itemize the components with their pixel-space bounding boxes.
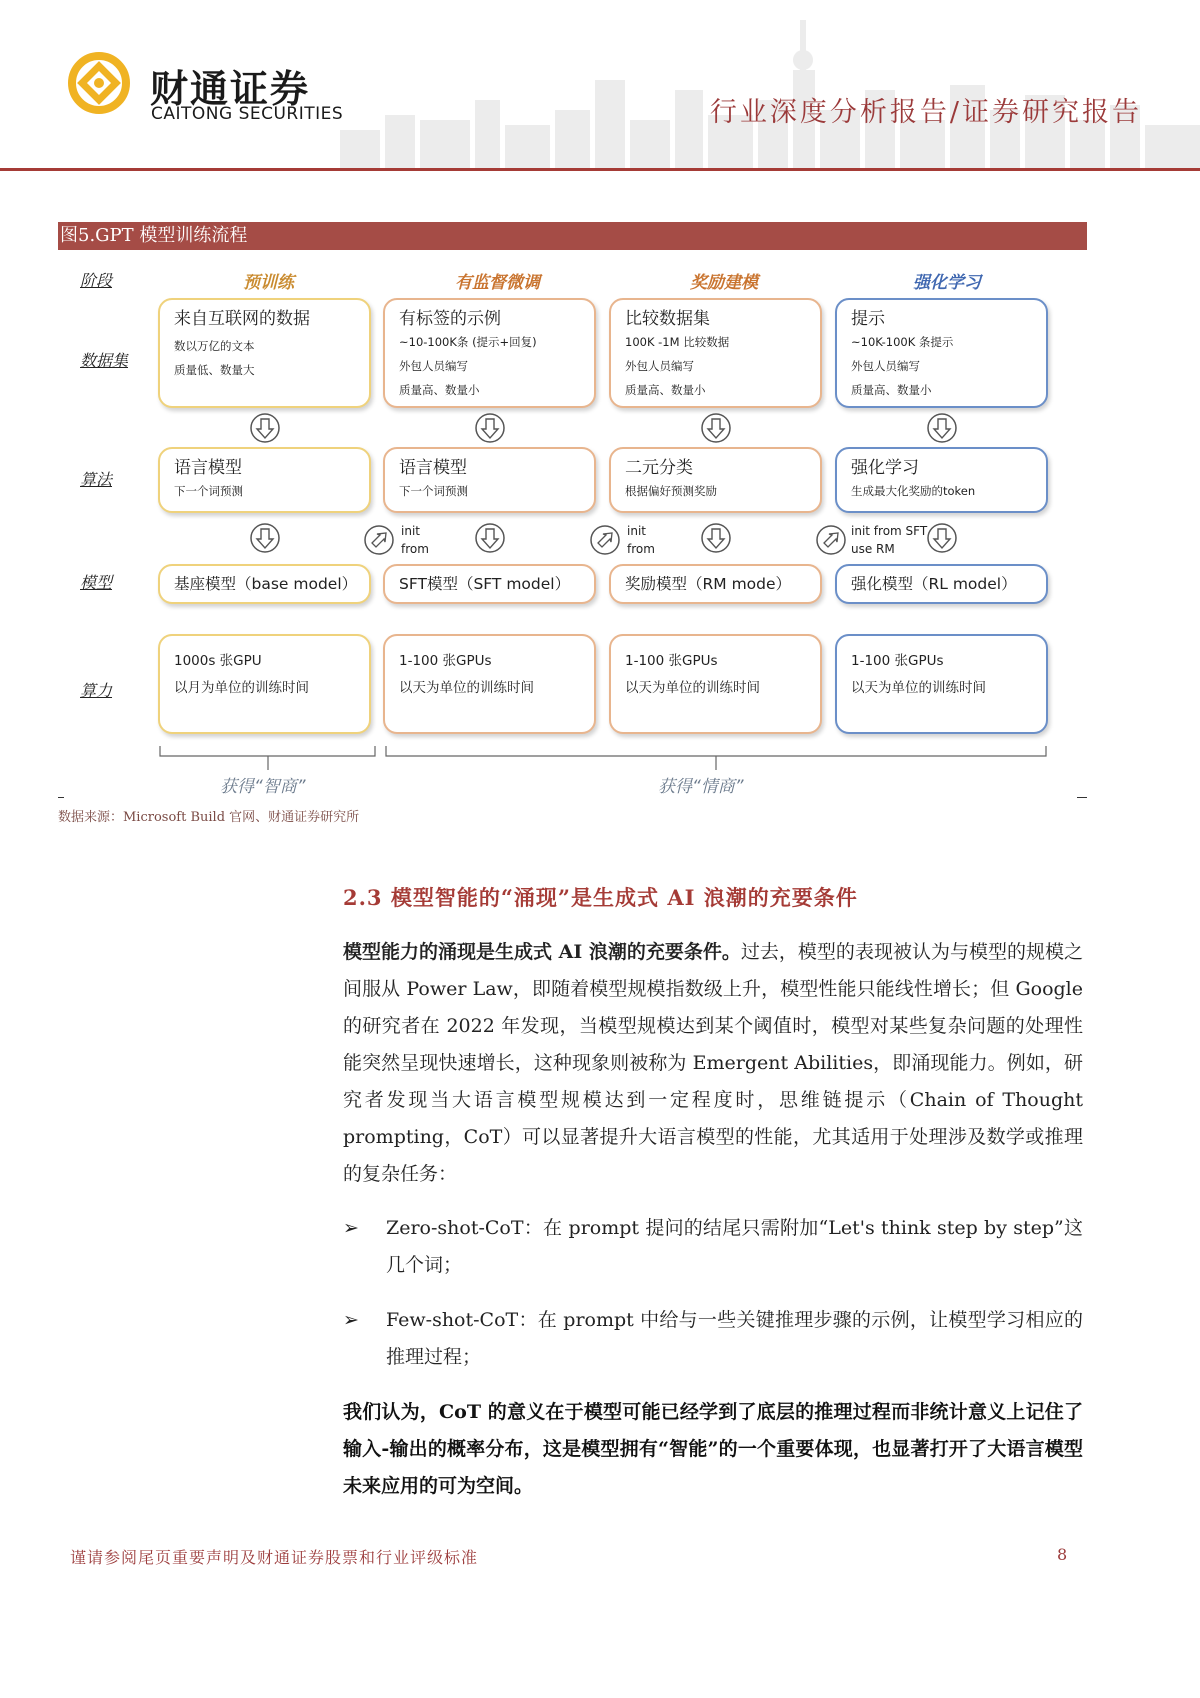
figure-title: 图5.GPT 模型训练流程 — [58, 222, 1086, 250]
logo-english-name: CAITONG SECURITIES — [151, 104, 344, 124]
compute-line: 以月为单位的训练时间 — [174, 680, 309, 696]
paragraph-body: 过去，模型的表现被认为与模型的规模之间服从 Power Law，即随着模型规模指数级上升，模型性能只能线性增长；但 Google 的研究者在 2022 年发现，当模型规模达到某个阈值时，模型对某些复杂问题的处理性能突然呈现快速增长，这种现象则被称为 Emergent Abilities，即涌现能力。例如，研究者发现当大语言模型规模达到一定程度时，思维链提示（Chain of Thought prompting，CoT）可以显著提升大语言模型的性能，尤其适用于处理涉及数学或推理的复杂任务： — [343, 941, 1083, 1185]
down-arrow-icon — [926, 522, 958, 554]
dataset-box-rm — [609, 298, 822, 408]
compute-box-sft — [383, 634, 596, 734]
down-arrow-icon — [700, 522, 732, 554]
algorithm-box-sft — [383, 447, 596, 513]
bullet-item — [343, 1302, 1083, 1376]
figure-bottom-mark — [58, 797, 64, 798]
stage-sft: 有监督微调 — [455, 273, 540, 293]
diagonal-arrow-icon — [363, 524, 395, 556]
dataset-box-sft — [383, 298, 596, 408]
model-name: 基座模型（base model） — [174, 575, 358, 593]
algorithm-title: 语言模型 — [174, 458, 242, 478]
down-arrow-icon — [249, 412, 281, 444]
section-title: 2.3 模型智能的“涌现”是生成式 AI 浪潮的充要条件 — [343, 885, 858, 910]
bullet-arrow-icon: ➢ — [343, 1309, 359, 1331]
figure-source: 数据来源：Microsoft Build 官网、财通证券研究所 — [58, 810, 360, 825]
init-line: from — [401, 542, 429, 556]
init-line: use RM — [851, 542, 895, 556]
stage-reward-modeling: 奖励建模 — [690, 273, 758, 293]
dataset-title: 提示 — [851, 309, 885, 329]
logo-chinese-name: 财通证券 — [150, 67, 311, 111]
gpt-training-flow-diagram — [58, 252, 1086, 804]
dataset-title: 来自互联网的数据 — [174, 309, 310, 329]
page-header — [0, 0, 1200, 172]
figure-title-edge — [1086, 222, 1087, 250]
dataset-line: 质量高、数量小 — [399, 383, 480, 397]
model-box-rm — [609, 564, 822, 604]
row-label-dataset: 数据集 — [80, 351, 129, 370]
compute-box-pretraining — [158, 634, 371, 734]
algorithm-title: 强化学习 — [851, 458, 919, 478]
row-label-model: 模型 — [80, 573, 113, 592]
paragraph-lead: 模型能力的涌现是生成式 AI 浪潮的充要条件。 — [343, 941, 741, 963]
model-name: 强化模型（RL model） — [851, 575, 1017, 593]
dataset-line: 数以万亿的文本 — [174, 339, 255, 353]
grouping-brackets — [158, 744, 1058, 774]
diagonal-arrow-icon — [815, 524, 847, 556]
down-arrow-icon — [926, 412, 958, 444]
compute-box-rm — [609, 634, 822, 734]
down-arrow-icon — [474, 522, 506, 554]
compute-line: 1-100 张GPUs — [399, 653, 492, 669]
row-label-compute: 算力 — [80, 681, 113, 700]
row-label-algorithm: 算法 — [80, 470, 113, 489]
disclaimer-note: 谨请参阅尾页重要声明及财通证券股票和行业评级标准 — [70, 1548, 479, 1567]
compute-line: 以天为单位的训练时间 — [625, 680, 760, 696]
algorithm-box-pretraining — [158, 447, 371, 513]
gain-eq-label: 获得“情商” — [658, 777, 744, 797]
init-line: init — [401, 524, 420, 538]
row-label-stage: 阶段 — [80, 271, 113, 290]
bullet-text: Zero-shot-CoT：在 prompt 提问的结尾只需附加“Let's think step by step”这几个词； — [386, 1217, 1083, 1276]
bullet-arrow-icon: ➢ — [343, 1217, 359, 1239]
dataset-line: 质量高、数量小 — [625, 383, 706, 397]
dataset-line: 100K -1M 比较数据 — [625, 335, 730, 349]
figure-bottom-mark — [1077, 797, 1087, 798]
gain-iq-label: 获得“智商” — [220, 777, 306, 797]
model-name: SFT模型（SFT model） — [399, 575, 571, 593]
init-label-rl — [851, 522, 927, 558]
stage-rl: 强化学习 — [913, 273, 981, 293]
dataset-line: 外包人员编写 — [399, 359, 468, 373]
down-arrow-icon — [249, 522, 281, 554]
dataset-line: 外包人员编写 — [625, 359, 694, 373]
dataset-title: 比较数据集 — [625, 309, 710, 329]
down-arrow-icon — [700, 412, 732, 444]
algorithm-sub: 下一个词预测 — [174, 484, 243, 498]
model-box-base — [158, 564, 371, 604]
dataset-box-rl — [835, 298, 1048, 408]
bullet-text: Few-shot-CoT：在 prompt 中给与一些关键推理步骤的示例，让模型学习相应的推理过程； — [386, 1309, 1083, 1368]
init-label-rm — [627, 522, 655, 558]
bullet-item — [343, 1210, 1083, 1284]
compute-line: 以天为单位的训练时间 — [851, 680, 986, 696]
init-label-sft — [401, 522, 429, 558]
init-line: init — [627, 524, 646, 538]
diagonal-arrow-icon — [589, 524, 621, 556]
compute-box-rl — [835, 634, 1048, 734]
algorithm-sub: 下一个词预测 — [399, 484, 468, 498]
algorithm-box-rl — [835, 447, 1048, 513]
down-arrow-icon — [474, 412, 506, 444]
algorithm-box-rm — [609, 447, 822, 513]
page-number: 8 — [1057, 1545, 1068, 1564]
algorithm-sub: 根据偏好预测奖励 — [625, 484, 717, 498]
algorithm-sub: 生成最大化奖励的token — [851, 484, 976, 498]
dataset-line: 质量低、数量大 — [174, 363, 255, 377]
dataset-box-pretraining — [158, 298, 371, 408]
conclusion-paragraph: 我们认为，CoT 的意义在于模型可能已经学到了底层的推理过程而非统计意义上记住了输入-输出的概率分布，这是模型拥有“智能”的一个重要体现，也显著打开了大语言模型未来应用的可为空间。 — [343, 1401, 1083, 1497]
dataset-line: 外包人员编写 — [851, 359, 920, 373]
compute-line: 1-100 张GPUs — [851, 653, 944, 669]
model-name: 奖励模型（RM mode） — [625, 575, 792, 593]
compute-line: 以天为单位的训练时间 — [399, 680, 534, 696]
dataset-line: ~10K-100K 条提示 — [851, 335, 954, 349]
compute-line: 1000s 张GPU — [174, 653, 262, 669]
init-line: init from SFT — [851, 524, 928, 538]
algorithm-title: 语言模型 — [399, 458, 467, 478]
dataset-title: 有标签的示例 — [399, 309, 501, 329]
paragraph-emergence — [343, 934, 1083, 1193]
algorithm-title: 二元分类 — [625, 458, 693, 478]
init-line: from — [627, 542, 655, 556]
caitong-logo-icon — [68, 52, 130, 114]
model-box-rl — [835, 564, 1048, 604]
dataset-line: ~10-100K条 (提示+回复) — [399, 335, 537, 349]
dataset-line: 质量高、数量小 — [851, 383, 932, 397]
model-box-sft — [383, 564, 596, 604]
header-divider — [0, 168, 1200, 171]
report-type-title: 行业深度分析报告/证券研究报告 — [709, 97, 1142, 128]
compute-line: 1-100 张GPUs — [625, 653, 718, 669]
stage-pretraining: 预训练 — [243, 273, 294, 293]
